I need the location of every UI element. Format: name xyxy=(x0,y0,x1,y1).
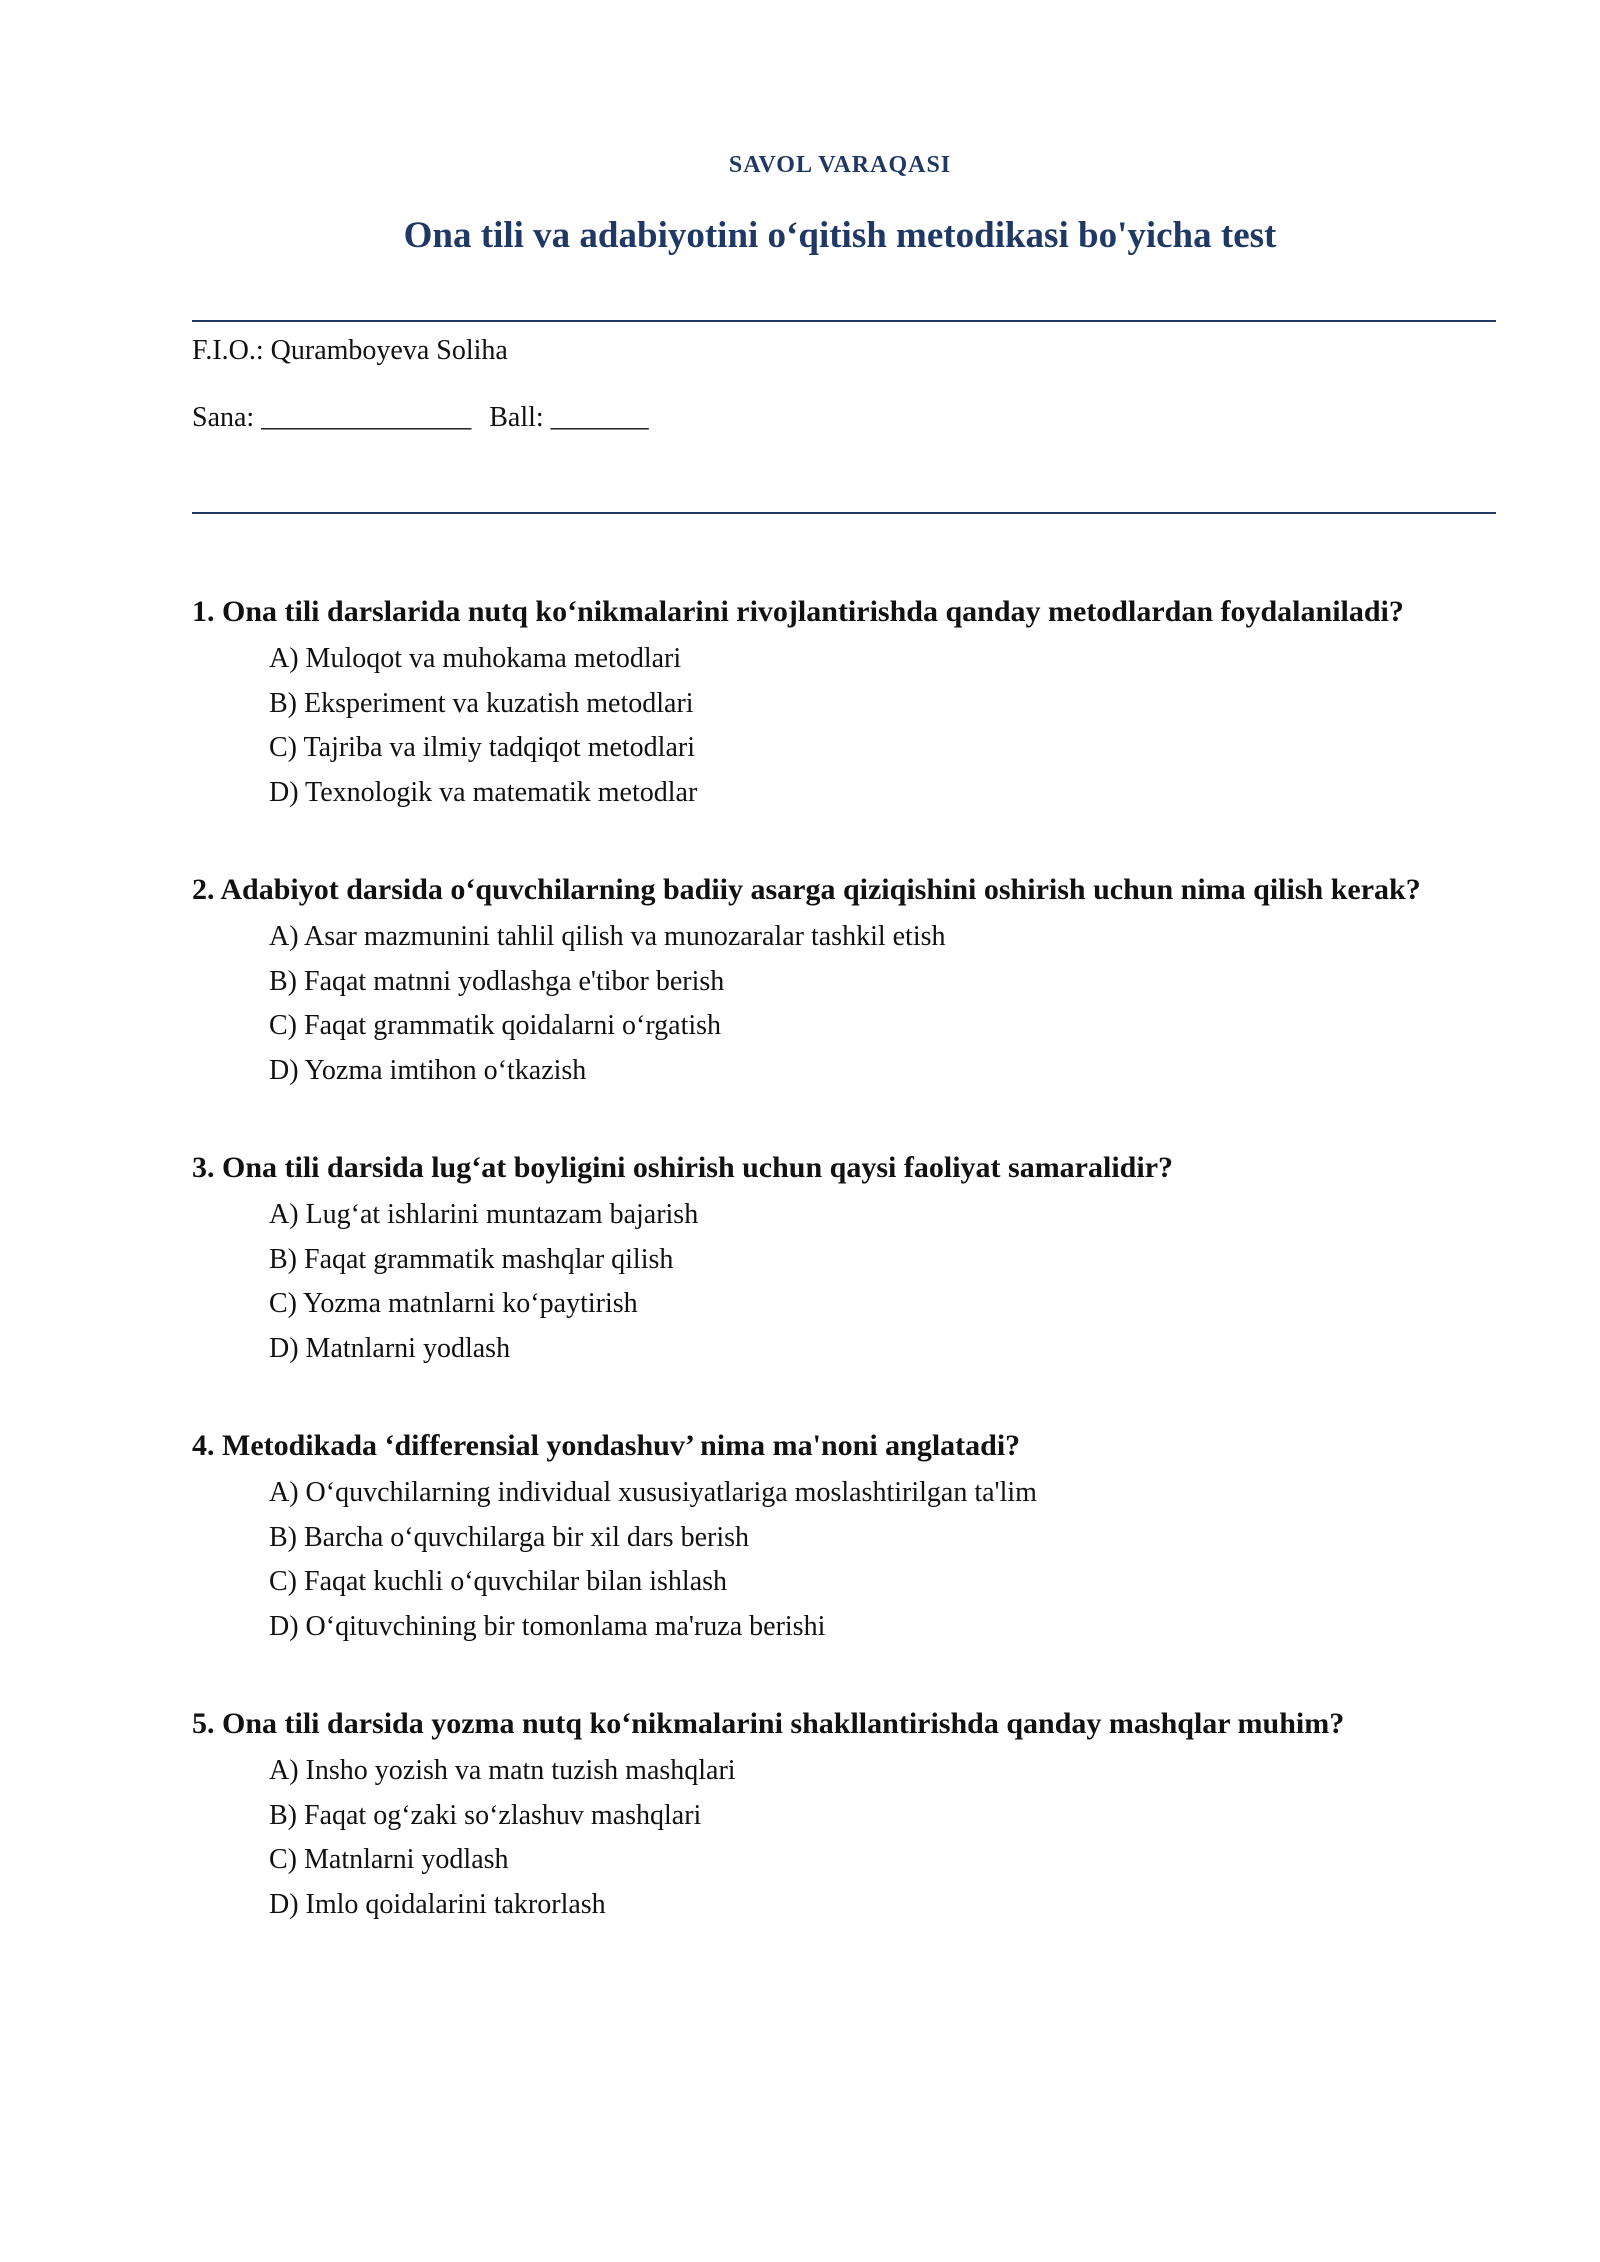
date-field: Sana: _______________ xyxy=(192,402,472,433)
question-text: 4. Metodikada ‘differensial yondashuv’ nima ma'noni anglatadi? xyxy=(192,1429,1021,1462)
option-d: D) O‘qituvchining bir tomonlama ma'ruza berishi xyxy=(269,1610,826,1642)
option-b: B) Faqat matnni yodlashga e'tibor berish xyxy=(269,965,725,997)
option-c: C) Matnlarni yodlash xyxy=(269,1844,509,1875)
option-b: B) Barcha o‘quvchilarga bir xil dars berish xyxy=(269,1521,750,1553)
option-d: D) Imlo qoidalarini takrorlash xyxy=(269,1888,606,1920)
option-c: C) Tajriba va ilmiy tadqiqot metodlari xyxy=(269,732,695,763)
question-text: 2. Adabiyot darsida o‘quvchilarning badiiy asarga qiziqishini oshirish uchun nima qilish kerak? xyxy=(192,873,1421,906)
option-b: B) Eksperiment va kuzatish metodlari xyxy=(269,687,694,719)
option-a: A) Insho yozish va matn tuzish mashqlari xyxy=(269,1755,736,1786)
question-5 xyxy=(192,1702,1496,1927)
question-3 xyxy=(192,1146,1496,1371)
date-score-line xyxy=(192,402,649,434)
option-b: B) Faqat grammatik mashqlar qilish xyxy=(269,1243,674,1275)
document-label: SAVOL VARAQASI xyxy=(728,152,952,178)
option-a: A) Lug‘at ishlarini muntazam bajarish xyxy=(269,1199,699,1230)
question-text: 1. Ona tili darslarida nutq ko‘nikmalarini rivojlantirishda qanday metodlardan foydalaniladi? xyxy=(192,595,1404,628)
option-c: C) Yozma matnlarni ko‘paytirish xyxy=(269,1288,638,1319)
option-d: D) Texnologik va matematik metodlar xyxy=(269,776,698,808)
option-c: C) Faqat grammatik qoidalarni o‘rgatish xyxy=(269,1010,722,1041)
question-1 xyxy=(192,590,1496,815)
option-d: D) Yozma imtihon o‘tkazish xyxy=(269,1054,587,1086)
option-d: D) Matnlarni yodlash xyxy=(269,1332,511,1364)
question-list xyxy=(192,590,1496,1980)
option-a: A) Muloqot va muhokama metodlari xyxy=(269,643,682,674)
option-b: B) Faqat og‘zaki so‘zlashuv mashqlari xyxy=(269,1799,702,1831)
question-4 xyxy=(192,1424,1496,1649)
option-a: A) Asar mazmunini tahlil qilish va munozaralar tashkil etish xyxy=(269,921,946,952)
document-title: Ona tili va adabiyotini o‘qitish metodikasi bo'yicha test xyxy=(403,215,1277,256)
question-2 xyxy=(192,868,1496,1093)
top-divider xyxy=(192,320,1496,322)
question-text: 5. Ona tili darsida yozma nutq ko‘nikmalarini shakllantirishda qanday mashqlar muhim? xyxy=(192,1707,1345,1740)
student-name-line: F.I.O.: Quramboyeva Soliha xyxy=(192,335,508,366)
bottom-divider xyxy=(192,512,1496,514)
question-text: 3. Ona tili darsida lug‘at boyligini oshirish uchun qaysi faoliyat samaralidir? xyxy=(192,1151,1174,1184)
option-c: C) Faqat kuchli o‘quvchilar bilan ishlash xyxy=(269,1566,728,1597)
score-field: Ball: _______ xyxy=(489,402,649,433)
option-a: A) O‘quvchilarning individual xususiyatlariga moslashtirilgan ta'lim xyxy=(269,1477,1037,1508)
